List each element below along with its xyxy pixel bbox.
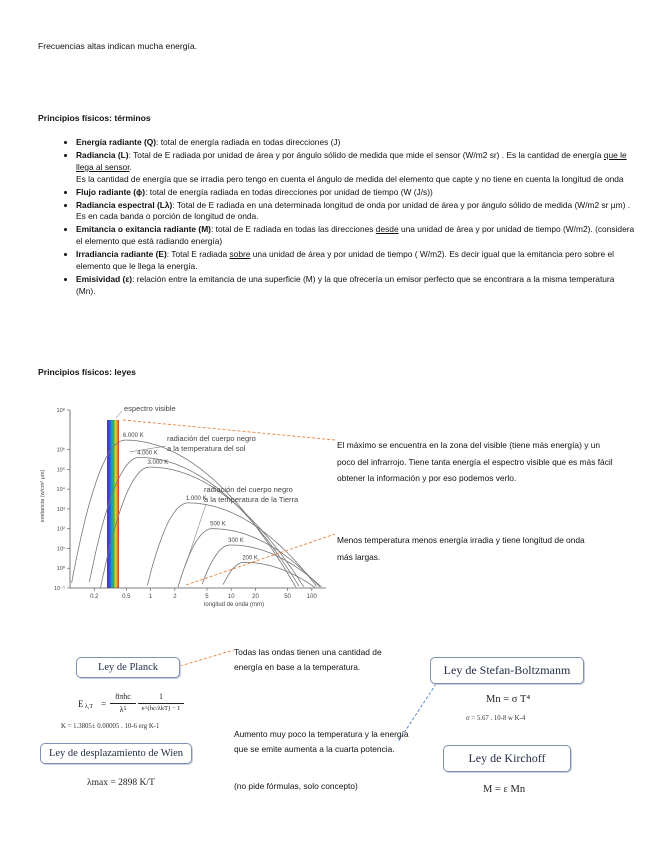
y-tick-label: 10⁵ bbox=[56, 467, 65, 474]
x-tick-label: 0.2 bbox=[90, 594, 99, 600]
curve-label: 500 K bbox=[210, 521, 226, 528]
wien-formula: λmax = 2898 K/T bbox=[87, 778, 155, 788]
planck-formula-sub: λ,T bbox=[85, 704, 94, 710]
x-tick-label: 2 bbox=[173, 594, 177, 600]
y-tick-label: 10² bbox=[57, 526, 65, 533]
term-name: Radiancia (L) bbox=[76, 149, 129, 160]
term-name: Energía radiante (Q) bbox=[76, 137, 157, 147]
section-title-terms: Principios físicos: términos bbox=[38, 113, 151, 123]
intro-text: Frecuencias altas indican mucha energía. bbox=[38, 41, 198, 51]
term-desc: : total de E radiada en todas las direcciones bbox=[210, 224, 376, 235]
term-name: Flujo radiante (ϕ) bbox=[76, 186, 146, 197]
y-tick-label: 10⁴ bbox=[56, 487, 65, 494]
section-title-laws: Principios físicos: leyes bbox=[38, 367, 136, 377]
term-extra: Es la cantidad de energía que se irradia pero tengo en cuenta el ángulo de medida del elemento que capte y no tiene en cuenta la longitud de onda bbox=[76, 173, 624, 184]
x-tick-label: 5 bbox=[205, 594, 209, 600]
term-desc-underlined: sobre bbox=[229, 249, 251, 260]
chart-xlabel: longitud de onda (mm) bbox=[204, 602, 265, 608]
x-tick-label: 1 bbox=[148, 594, 153, 600]
curve-label: 200 K bbox=[242, 555, 258, 562]
term-name: Emisividad (ε) bbox=[76, 273, 133, 284]
planck-constant: K = 1.3805± 0.00005 . 10-6 erg K-1 bbox=[61, 723, 160, 730]
y-tick-label: 10⁻¹ bbox=[54, 586, 65, 592]
curve-label: 6.000 K bbox=[122, 433, 144, 440]
x-tick-label: 0.5 bbox=[122, 594, 131, 600]
x-tick-label: 20 bbox=[252, 594, 259, 600]
planck-formula-num: 8πhc bbox=[115, 692, 131, 701]
term-desc: : relación entre la emitancia de una superficie (M) y la que ofrecería un emisor perfecto que se encontrara a la misma temperatura (Mn). bbox=[76, 273, 615, 296]
term-desc: : total de energía radiada en todas direcciones por unidad de tiempo (W (J/s)) bbox=[145, 186, 433, 197]
note-temperature: Menos temperatura menos energía irradia y tiene longitud de onda más largas. bbox=[337, 535, 585, 562]
planck-formula-den: λ⁵ bbox=[119, 705, 127, 714]
label-visible-spectrum: espectro visible bbox=[124, 404, 176, 413]
wien-law-box: Ley de desplazamiento de Wien bbox=[40, 743, 192, 764]
curve-label: 1.000 K bbox=[185, 495, 207, 502]
x-tick-label: 100 bbox=[306, 594, 317, 600]
term-desc: : Total E radiada bbox=[166, 249, 230, 260]
planck-law-box: Ley de Planck bbox=[76, 657, 180, 678]
term-name: Radiancia espectral (Lλ) bbox=[76, 199, 173, 210]
planck-note: Todas las ondas tienen una cantidad de energía en base a la temperatura. bbox=[234, 647, 382, 672]
label-earth-radiation-1: radiación del cuerpo negro bbox=[204, 485, 293, 494]
planck-formula-den2: e^(hc/λkT) − 1 bbox=[141, 705, 181, 712]
x-tick-label: 10 bbox=[227, 594, 235, 600]
y-tick-label: 10⁶ bbox=[56, 447, 65, 454]
x-tick-label: 50 bbox=[284, 594, 291, 600]
term-name: Emitancia o exitancia radiante (M) bbox=[76, 224, 211, 235]
label-sun-radiation-2: a la temperatura del sol bbox=[167, 444, 246, 453]
connector-planck bbox=[180, 650, 234, 666]
term-desc: : Total de E radiada en una determinada longitud de onda por unidad de área y por ángulo sólido de medida (W/m2 sr µm) . Es en cada banda o porción de longitud de onda. bbox=[76, 199, 631, 222]
label-earth-radiation-2: a la temperatura de la Tierra bbox=[204, 495, 299, 504]
term-desc: : Total de E radiada por unidad de área y por ángulo sólido de medida que mide el sensor (W/m2 sr) . Es la cantidad de energía bbox=[128, 149, 604, 160]
curve-label: 4.000 K bbox=[137, 450, 158, 457]
chart-ylabel: emitancia (w/cm² µm) bbox=[40, 469, 46, 523]
note-maximum-visible: El máximo se encuentra en la zona del visible (tiene más energía) y un poco del infrarrojo. Tiene tanta energía el espectro visible que es más fácil obtener la información y por eso podemos verlo. bbox=[337, 440, 613, 483]
planck-formula-num2: 1 bbox=[159, 692, 163, 701]
term-desc-underlined: que le llega al sensor bbox=[76, 149, 627, 172]
stefan-note: Aumento muy poco la temperatura y la energía que se emite aumenta a la cuarta potencia. bbox=[234, 729, 409, 754]
formula-note: (no pide fórmulas, solo concepto) bbox=[234, 781, 358, 791]
term-name: Irradiancia radiante (E) bbox=[76, 249, 167, 260]
planck-formula: E λ,T = 8πhc λ⁵ 1 e^(hc/λkT) − 1 bbox=[78, 690, 188, 718]
label-sun-radiation-1: radiación del cuerpo negro bbox=[167, 434, 256, 443]
term-desc: una unidad de área y por unidad de tiempo (W/m2). (considera el elemento que está radiando energía) bbox=[76, 224, 635, 247]
stefan-sigma: σ = 5.67 . 10-8 w K-4 bbox=[466, 715, 526, 722]
term-desc: : total de energía radiada en todas direcciones (J) bbox=[156, 137, 341, 147]
y-tick-label: 10³ bbox=[57, 506, 65, 513]
term-desc-underlined: desde bbox=[375, 224, 399, 235]
curve-label: 3.000 K bbox=[147, 460, 169, 467]
y-tick-label: 10¹ bbox=[57, 546, 65, 553]
stefan-law-box: Ley de Stefan-Boltzmanm bbox=[430, 657, 584, 684]
curve-label: 300 K bbox=[228, 537, 244, 544]
kirchoff-formula: M = ε Mn bbox=[483, 784, 526, 795]
term-desc: . bbox=[129, 161, 132, 172]
connector-max bbox=[123, 420, 335, 440]
planck-formula-lhs: E bbox=[78, 699, 84, 709]
kirchoff-law-box: Ley de Kirchoff bbox=[443, 745, 571, 772]
y-tick-label: 10⁰ bbox=[56, 566, 65, 573]
stefan-formula: Mn = σ T⁴ bbox=[486, 694, 531, 705]
connector-temp bbox=[186, 534, 335, 585]
y-tick-label: 10⁸ bbox=[56, 408, 65, 414]
term-desc: una unidad de área y por unidad de tiempo ( W/m2). Es decir igual que la emitancia pero sobre el elemento que le llega la energía. bbox=[76, 249, 615, 272]
